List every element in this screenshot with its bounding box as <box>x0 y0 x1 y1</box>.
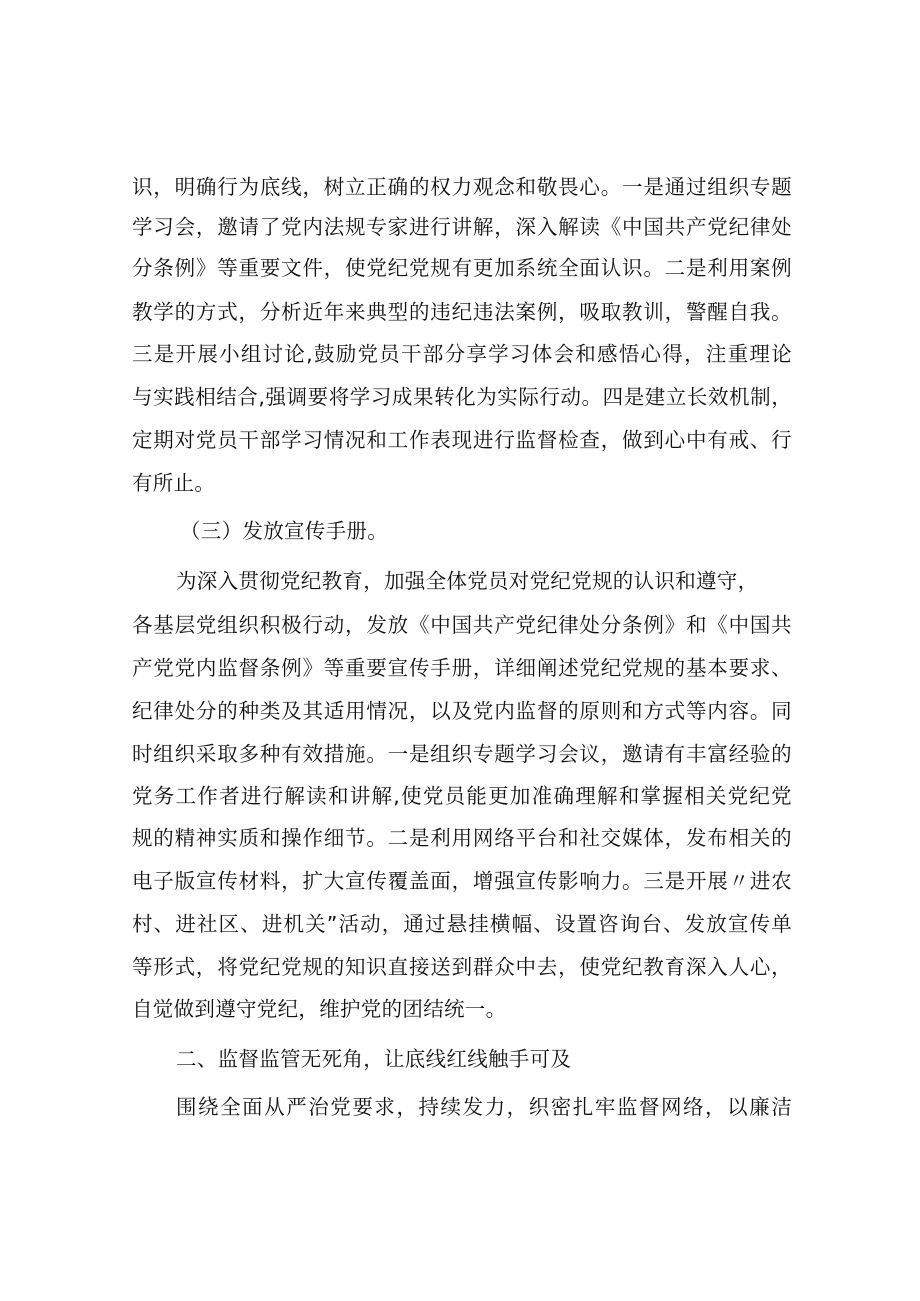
paragraph-line: 教学的方式，分析近年来典型的违纪违法案例，吸取教训，警醒自我。 <box>132 300 792 324</box>
paragraph-line: 识，明确行为底线，树立正确的权力观念和敬畏心。一是通过组织专题 <box>132 175 792 199</box>
paragraph-line: 定期对党员干部学习情况和工作表现进行监督检查，做到心中有戒、行 <box>132 428 792 452</box>
paragraph-line: 各基层党组织积极行动，发放《中国共产党纪律处分条例》和《中国共 <box>132 613 792 637</box>
paragraph-line: 三是开展小组讨论,鼓励党员干部分享学习体会和感悟心得，注重理论 <box>132 342 792 366</box>
paragraph-line: 党务工作者进行解读和讲解,使党员能更加准确理解和掌握相关党纪党 <box>132 784 792 808</box>
paragraph-line: 规的精神实质和操作细节。二是利用网络平台和社交媒体，发布相关的 <box>132 826 792 850</box>
paragraph-line: 纪律处分的种类及其适用情况，以及党内监督的原则和方式等内容。同 <box>132 699 792 723</box>
paragraph-line: 时组织采取多种有效措施。一是组织专题学习会议，邀请有丰富经验的 <box>132 742 792 766</box>
paragraph-line: 等形式，将党纪党规的知识直接送到群众中去，使党纪教育深入人心， <box>132 955 792 979</box>
section-heading: （三）发放宣传手册。 <box>180 519 388 543</box>
paragraph-line: 学习会，邀请了党内法规专家进行讲解，深入解读《中国共产党纪律处 <box>132 215 792 239</box>
paragraph-line: 自觉做到遵守党纪，维护党的团结统一。 <box>132 997 507 1021</box>
paragraph-line: 围绕全面从严治党要求，持续发力，织密扎牢监督网络，以廉洁 <box>176 1095 792 1119</box>
paragraph-line: 分条例》等重要文件，使党纪党规有更加系统全面认识。二是利用案例 <box>132 256 792 280</box>
paragraph-line: 村、进社区、进机关”活动，通过悬挂横幅、设置咨询台、发放宣传单 <box>132 912 792 936</box>
paragraph-line: 产党党内监督条例》等重要宣传手册，详细阐述党纪党规的基本要求、 <box>132 656 792 680</box>
paragraph-line: 为深入贯彻党纪教育，加强全体党员对党纪党规的认识和遵守， <box>176 569 759 593</box>
paragraph-line: 与实践相结合,强调要将学习成果转化为实际行动。四是建立长效机制， <box>132 385 792 409</box>
paragraph-line: 电子版宣传材料，扩大宣传覆盖面，增强宣传影响力。三是开展〃进农 <box>132 869 792 893</box>
paragraph-line: 有所止。 <box>132 471 216 495</box>
section-heading: 二、监督监管无死角，让底线红线触手可及 <box>176 1047 572 1071</box>
